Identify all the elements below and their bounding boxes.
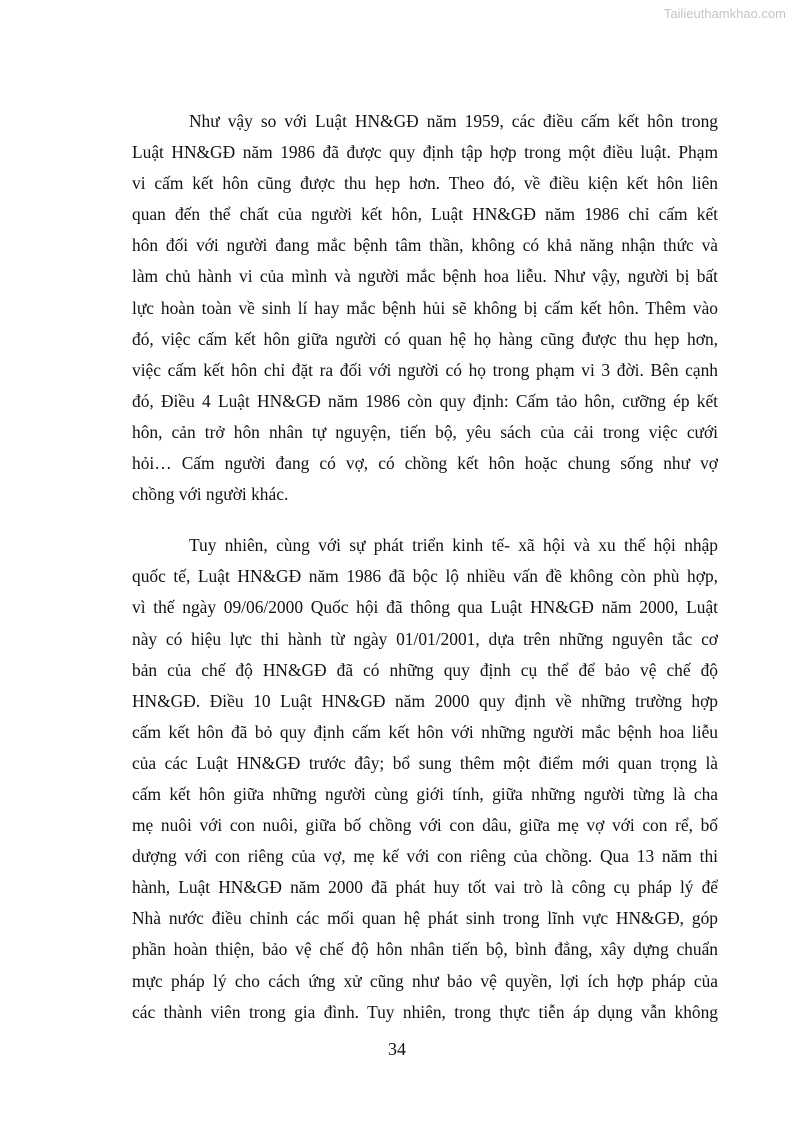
text-line: phần hoàn thiện, bảo vệ chế độ hôn nhân tiến bộ, bình đẳng, xây dựng chuẩn: [132, 939, 718, 960]
paragraph-2: [132, 530, 718, 1028]
text-line: cấm kết hôn giữa những người cùng giới tính, giữa những người từng là cha: [132, 783, 718, 804]
text-line: dượng với con riêng của vợ, mẹ kế với con riêng của chồng. Qua 13 năm thi: [132, 846, 718, 867]
text-line: việc cấm kết hôn chỉ đặt ra đối với người có họ trong phạm vi 3 đời. Bên cạnh: [132, 359, 718, 380]
body-text: [132, 106, 718, 1028]
text-line: mẹ nuôi với con nuôi, giữa bố chồng với con dâu, giữa mẹ vợ với con rể, bố: [132, 815, 718, 836]
text-line: quan đến thể chất của người kết hôn, Luật HN&GĐ năm 1986 chỉ cấm kết: [132, 204, 718, 225]
text-line: chồng với người khác.: [132, 484, 289, 505]
text-line: Luật HN&GĐ năm 1986 đã được quy định tập hợp trong một điều luật. Phạm: [132, 142, 718, 163]
text-line: hôn đối với người đang mắc bệnh tâm thần, không có khả năng nhận thức và: [132, 235, 718, 256]
page-number: 34: [388, 1039, 406, 1059]
paragraph-1: [132, 106, 718, 510]
text-line: quốc tế, Luật HN&GĐ năm 1986 đã bộc lộ nhiều vấn đề không còn phù hợp,: [132, 566, 718, 587]
text-line: lực hoàn toàn về sinh lí hay mắc bệnh hủi sẽ không bị cấm kết hôn. Thêm vào: [132, 297, 718, 318]
text-line: cấm kết hôn đã bỏ quy định cấm kết hôn với những người mắc bệnh hoa liễu: [132, 721, 718, 742]
text-line: đó, việc cấm kết hôn giữa người có quan hệ họ hàng cũng được thu hẹp hơn,: [132, 328, 718, 349]
text-line: vì thế ngày 09/06/2000 Quốc hội đã thông qua Luật HN&GĐ năm 2000, Luật: [132, 597, 718, 618]
text-line: mực pháp lý cho cách ứng xử cũng như bảo vệ quyền, lợi ích hợp pháp của: [132, 970, 718, 991]
text-line: này có hiệu lực thi hành từ ngày 01/01/2001, dựa trên những nguyên tắc cơ: [132, 628, 718, 649]
text-line: bản của chế độ HN&GĐ đã có những quy định cụ thể để bảo vệ chế độ: [132, 659, 718, 680]
text-line: Nhà nước điều chỉnh các mối quan hệ phát sinh trong lĩnh vực HN&GĐ, góp: [132, 908, 718, 929]
text-line: Như vậy so với Luật HN&GĐ năm 1959, các điều cấm kết hôn trong: [189, 111, 718, 131]
text-line: làm chủ hành vi của mình và người mắc bệnh hoa liễu. Như vậy, người bị bất: [132, 266, 718, 287]
text-line: các thành viên trong gia đình. Tuy nhiên, trong thực tiễn áp dụng vẫn không: [132, 1001, 718, 1022]
text-line: Tuy nhiên, cùng với sự phát triển kinh tế- xã hội và xu thế hội nhập: [189, 535, 718, 556]
paragraph-spacer: [132, 510, 718, 530]
watermark: Tailieuthamkhao.com: [663, 6, 786, 21]
text-line: vi cấm kết hôn cũng được thu hẹp hơn. Theo đó, về điều kiện kết hôn liên: [132, 173, 718, 194]
text-line: đó, Điều 4 Luật HN&GĐ năm 1986 còn quy định: Cấm tảo hôn, cưỡng ép kết: [132, 390, 718, 411]
text-line: hành, Luật HN&GĐ năm 2000 đã phát huy tốt vai trò là công cụ pháp lý để: [132, 877, 718, 898]
text-line: của các Luật HN&GĐ trước đây; bổ sung thêm một điểm mới quan trọng là: [132, 752, 718, 773]
text-line: HN&GĐ. Điều 10 Luật HN&GĐ năm 2000 quy định về những trường hợp: [132, 690, 718, 711]
text-line: hỏi… Cấm người đang có vợ, có chồng kết hôn hoặc chung sống như vợ: [132, 453, 718, 474]
text-line: hôn, cản trở hôn nhân tự nguyện, tiến bộ, yêu sách của cải trong việc cưới: [132, 421, 718, 442]
